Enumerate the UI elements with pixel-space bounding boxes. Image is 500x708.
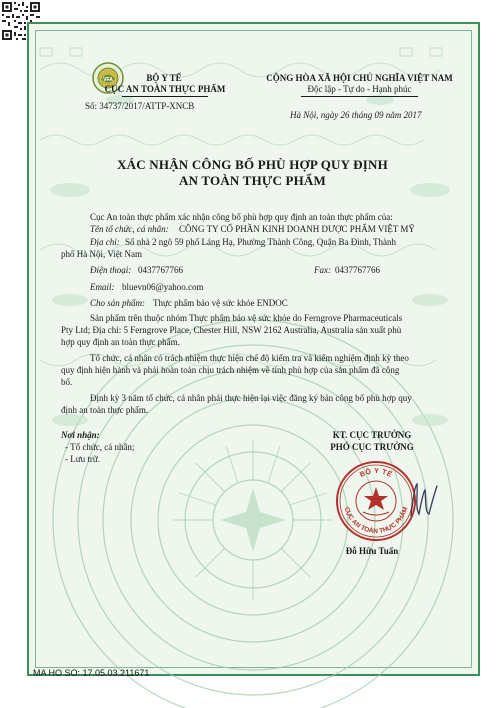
intro-text: Cục An toàn thực phẩm xác nhận công bố phù hợp quy định an toàn thực phẩm của: <box>90 212 393 222</box>
recipient-item: - Lưu trữ. <box>65 454 100 464</box>
product-paragraph-line2: Pty Ltd; Địa chỉ: 5 Ferngrove Place, Chester Hill, NSW 2162 Australia, Australia sản xuất phù <box>61 325 402 335</box>
fax-label: Fax: <box>314 265 331 275</box>
republic-name: CỘNG HÒA XÃ HỘI CHỦ NGHĨA VIỆT NAM <box>266 73 453 83</box>
product-value: Thực phẩm bảo vệ sức khỏe ENDOC <box>153 298 288 308</box>
responsibility-paragraph-line2: quy định hiện hành và phải hoàn toàn chịu trách nhiệm về tính phù hợp của sản phẩm đã công <box>61 365 400 375</box>
signer-role-line1: KT. CỤC TRƯỞNG <box>332 430 412 440</box>
svg-text:CỤC AN TOÀN THỰC PHẨM: CỤC AN TOÀN THỰC PHẨM <box>342 506 410 536</box>
document-title-line2: AN TOÀN THỰC PHẨM <box>178 173 326 188</box>
email-value: bluevn06@yahoo.com <box>122 282 204 292</box>
recipients-label: Nơi nhận: <box>61 430 100 440</box>
file-code: MA HO SO: 17.05.03.211671 <box>33 668 150 678</box>
product-paragraph-line3: hợp quy định an toàn thực phẩm. <box>61 337 180 347</box>
recipient-item: - Tổ chức, cá nhân; <box>65 442 135 452</box>
phone-label: Điện thoại: <box>90 265 132 275</box>
document-title-line1: XÁC NHẬN CÔNG BỐ PHÙ HỢP QUY ĐỊNH <box>117 157 388 172</box>
svg-text:BỘ Y TẾ: BỘ Y TẾ <box>358 467 394 479</box>
address-value-line1: Số nhà 2 ngõ 59 phố Láng Hạ, Phường Thành Công, Quận Ba Đình, Thành <box>125 237 397 247</box>
email-label: Email: <box>90 282 115 292</box>
address-value-line2: phố Hà Nội, Việt Nam <box>61 249 143 259</box>
ministry-name: BỘ Y TẾ <box>146 73 182 83</box>
product-label: Cho sản phẩm: <box>90 298 146 308</box>
national-motto: Độc lập - Tự do - Hạnh phúc <box>307 84 412 94</box>
department-name: CỤC AN TOÀN THỰC PHẨM <box>104 84 226 94</box>
header-right-divider <box>301 96 418 97</box>
periodic-paragraph-line1: Định kỳ 3 năm tổ chức, cá nhân phải thực hiện lại việc đăng ký bản công bố phù hợp quy <box>90 393 412 403</box>
place-date: Hà Nội, ngày 26 tháng 09 năm 2017 <box>290 110 422 120</box>
signer-name: Đỗ Hữu Tuấn <box>345 546 399 556</box>
responsibility-paragraph-line1: Tổ chức, cá nhân có trách nhiệm thực hiện chế độ kiểm tra và kiểm nghiệm định kỳ theo <box>90 353 409 363</box>
periodic-paragraph-line2: định an toàn thực phẩm. <box>61 405 149 415</box>
header-left-divider <box>122 96 208 97</box>
svg-text:VFA: VFA <box>103 77 113 83</box>
org-label: Tên tổ chức, cá nhân: <box>90 224 169 234</box>
phone-value: 0437767766 <box>138 265 183 275</box>
handwritten-signature-icon <box>405 478 445 524</box>
org-value: CÔNG TY CỔ PHẦN KINH DOANH DƯỢC PHẨM VIỆT MỸ <box>179 224 415 234</box>
signer-role-line2: PHÓ CỤC TRƯỞNG <box>330 442 414 452</box>
document-number: Số: 34737/2017/ATTP-XNCB <box>85 101 195 111</box>
product-paragraph-line1: Sản phẩm trên thuộc nhóm Thực phẩm bảo vệ sức khỏe do Ferngrove Pharmaceuticals <box>90 313 403 323</box>
address-label: Địa chỉ: <box>90 237 120 247</box>
responsibility-paragraph-line3: bố. <box>61 377 73 387</box>
fax-value: 0437767766 <box>335 265 380 275</box>
